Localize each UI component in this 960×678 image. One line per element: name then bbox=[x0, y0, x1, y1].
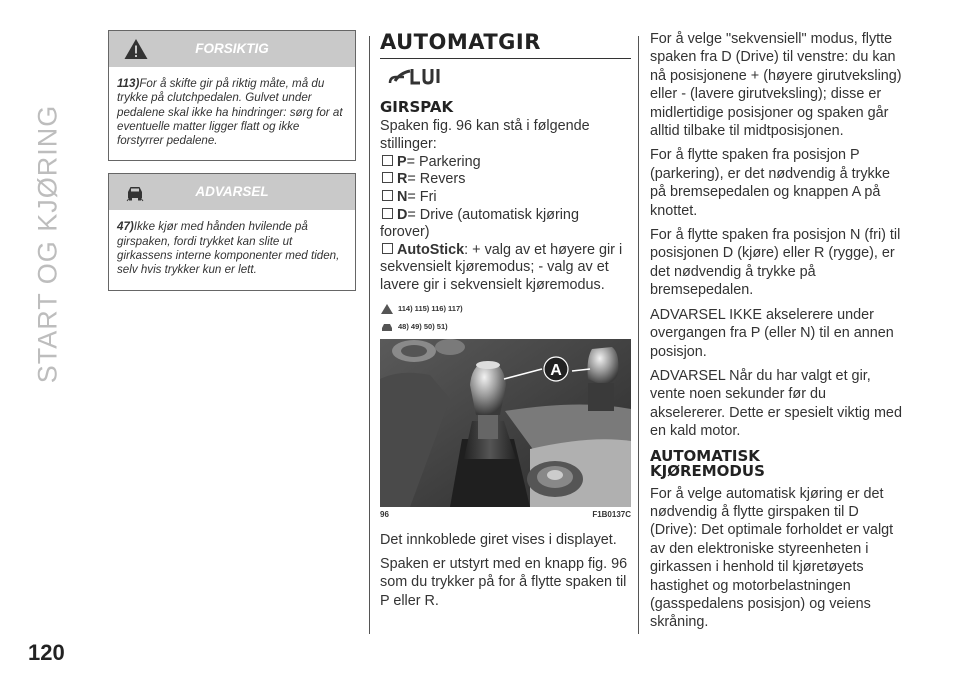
paragraph: For å flytte spaken fra posisjon P (parkering), er det nødvendig å trykke på bremsepedalen og knappen A på knottet. bbox=[650, 147, 890, 219]
caution-ref: 113) bbox=[117, 77, 140, 90]
gearbox-logo-icon bbox=[386, 65, 631, 96]
paragraph: ADVARSEL Når du har valgt et gir, vente noen sekunder før du akselererer. Dette er spesielt viktig med en kald motor. bbox=[650, 367, 902, 440]
left-column bbox=[108, 30, 356, 299]
list-item: D= Drive (automatisk kjøring forover) bbox=[380, 206, 579, 241]
warning-text: Ikke kjør med hånden hvilende på girspaken, fordi trykket kan slite ut girkassens interne komponenter med tiden, selv hvis trykker kun er lett. bbox=[117, 220, 340, 277]
intro-text: Spaken fig. 96 kan stå i følgende stillinger: bbox=[380, 118, 590, 153]
page-number: 120 bbox=[28, 640, 65, 665]
warning-refs: 48) 49) 50) 51) bbox=[380, 321, 631, 333]
warning-ref: 47) bbox=[117, 220, 134, 234]
warning-title: ADVARSEL bbox=[195, 184, 269, 200]
column-divider bbox=[638, 36, 639, 634]
warning-triangle-icon bbox=[380, 303, 394, 315]
figure-caption bbox=[380, 510, 631, 519]
car-warning-icon bbox=[380, 321, 394, 333]
list-item: AutoStick: + valg av et høyere gir i sekvensielt kjøremodus; - valg av et lavere gir i sekvensielt kjøremodus. bbox=[380, 241, 623, 293]
warning-box bbox=[108, 173, 356, 290]
paragraph: Det innkoblede giret vises i displayet. bbox=[380, 531, 617, 548]
list-item: R= Revers bbox=[380, 171, 631, 189]
middle-column bbox=[380, 30, 631, 616]
paragraph: Spaken er utstyrt med en knapp fig. 96 som du trykker på for å flytte spaken til P eller R. bbox=[380, 555, 628, 609]
gear-lever-photo bbox=[380, 339, 631, 507]
list-item: N= Fri bbox=[380, 189, 631, 207]
paragraph: For å velge "sekvensiell" modus, flytte spaken fra D (Drive) til venstre: du kan nå posisjonene + (høyere girutveksling) eller - (lavere girutveksling); disse er midlertidige posisjoner og spaken går alltid tilbake til midtposisjonen. bbox=[650, 31, 902, 140]
list-item: P= Parkering bbox=[380, 154, 631, 172]
figure-number: 96 bbox=[380, 509, 389, 519]
paragraph: For å velge automatisk kjøring er det nødvendig å flytte girspaken til D (Drive): Det optimale forholdet er valgt av den elektroniske styreenheten i girkassen i henhold til kjøretøyets hastighet og motorbelastningen (gasspedalens posisjon) og veiens skråning. bbox=[650, 485, 894, 631]
caution-text: For å skifte gir på riktig måte, må du trykke på clutchpedalen. Gulvet under pedalene skal ikke ha hindringer: sørg for at eventuelle matter ligger flatt og ikke forstyrrer pedalene. bbox=[117, 77, 343, 148]
caution-box bbox=[108, 30, 356, 161]
automatic-mode-heading: AUTOMATISK KJØREMODUS bbox=[650, 446, 765, 480]
gear-lever-figure bbox=[380, 339, 631, 507]
positions-list bbox=[380, 154, 631, 295]
caution-title: FORSIKTIG bbox=[195, 41, 269, 56]
paragraph: For å flytte spaken fra posisjon N (fri) til posisjonen D (kjøre) eller R (rygge), er det nødvendig å trykke på bremsepedalen. bbox=[650, 227, 901, 299]
callout-label: A bbox=[550, 361, 562, 379]
gear-lever-heading: GIRSPAK bbox=[380, 98, 454, 116]
paragraph: ADVARSEL IKKE akselerere under overgangen fra P (eller N) til en annen posisjon. bbox=[650, 306, 894, 360]
section-heading: AUTOMATGIR bbox=[380, 30, 631, 59]
caution-refs: 114) 115) 116) 117) bbox=[380, 303, 631, 315]
right-column bbox=[650, 30, 905, 638]
figure-code: F1B0137C bbox=[592, 509, 631, 519]
column-divider bbox=[369, 36, 370, 634]
